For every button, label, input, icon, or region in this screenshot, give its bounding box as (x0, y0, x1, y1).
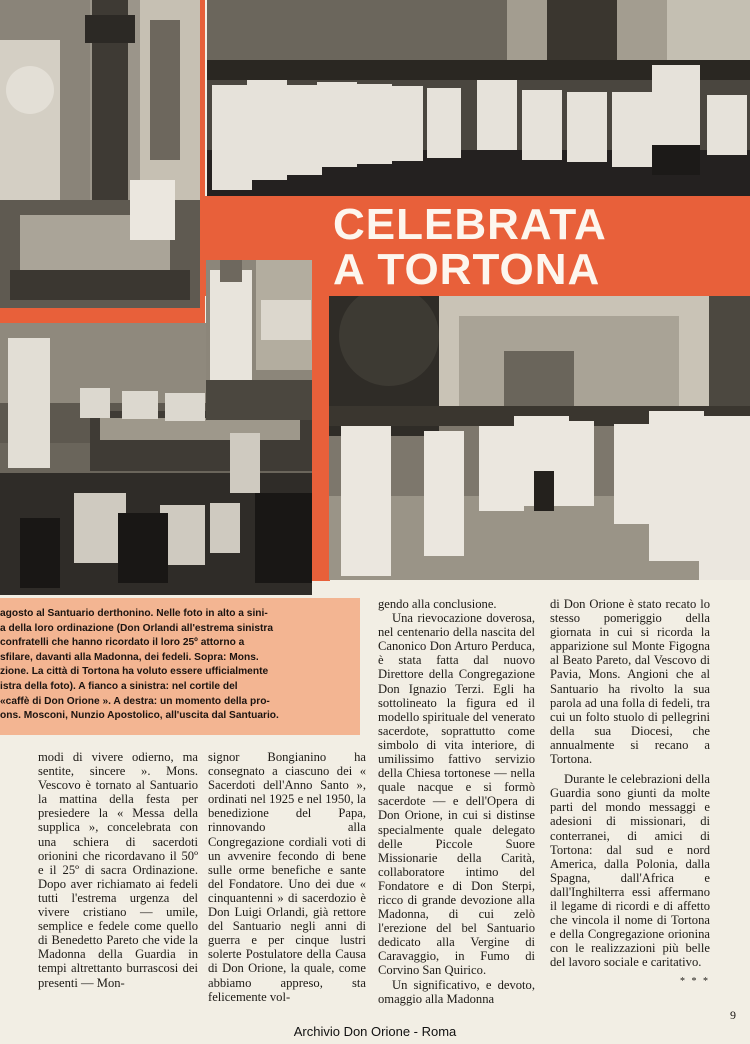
section-end-stars: * * * (680, 976, 710, 988)
caption-line: zione. La città di Tortona ha voluto essere ufficialmente (0, 666, 269, 678)
caption-line: agosto al Santuario derthonino. Nelle foto in alto a sini- (0, 608, 268, 619)
body-paragraph: Una rievocazione doverosa, nel centenario della nascita del Canonico Don Arturo Perduca, è stata fatta dal nuovo Direttore della Congregazione Don Ignazio Terzi. Egli ha sottolineato la figura ed il modello spirituale del venerato sacerdote, soprattutto come simbolo di vita interiore, di umilissimo fattivo servizio della Chiesa tortonese — nella quale nacque e si formò sacerdote — e dell'Opera di Don Orione, in cui si distinse specialmente quale delegato delle Piccole Suore Missionarie della Carità, collaboratore intimo del Fondatore e di Don Sterpi, ricco di grande devozione alla Madonna, di cui zelò l'erezione del bel Santuario dedicato alla Vergine di Caravaggio, in Fumo di Corvino San Quirico. (378, 611, 535, 978)
body-column-4 (550, 597, 710, 990)
photo-caption (0, 598, 360, 735)
body-paragraph: signor Bongianino ha consegnato a ciascuno dei « Sacerdoti dell'Anno Santo », ordinati nel 1925 e nel 1950, la benedizione del Papa, rinnovando alla Congregazione cordiali voti di un avvenire fecondo di bene sulle orme benefiche e sante del Fondatore. Uno dei due « cinquantenni » di sacerdozio è Don Luigi Orlandi, già rettore del Santuario negli anni di guerra e per cinque lustri solerte Postulatore della Causa di Don Orione, la quale, come abbiamo appreso, sta felicemente vol- (208, 750, 366, 1004)
title-line-1: CELEBRATA (333, 200, 607, 249)
body-column-3 (378, 597, 535, 1006)
title-line-2: A TORTONA (333, 245, 601, 294)
caption-line: sfilare, davanti alla Madonna, dei fedeli. Sopra: Mons. (0, 651, 259, 663)
body-column-1 (38, 750, 198, 990)
caption-line: «caffè di Don Orione ». A destra: un momento della pro- (0, 695, 270, 707)
center-frame-band (312, 296, 330, 581)
photo-procession (329, 296, 750, 580)
photo-priest-altar (206, 260, 312, 420)
body-column-2 (208, 750, 366, 1004)
body-paragraph: modi di vivere odierno, ma sentite, sincere ». Mons. Vescovo è tornato al Santuario la mattina della festa per presiedere la « Messa della supplica », concelebrata con una schiera di sacerdoti orionini che ricordavano il 50º e il 25º di sacra Ordinazione. Dopo aver richiamato ai fedeli tutti l'estrema urgenza del vivere cristiano — umile, semplice e fedele come quello di Benedetto Pareto che vide la Madonna della Guardia in tempi altrettanto burrascosi dei presenti — Mon- (38, 750, 198, 990)
caption-line: ons. Mosconi, Nunzio Apostolico, all'uscita dal Santuario. (0, 710, 279, 722)
archive-footer: Archivio Don Orione - Roma (293, 1024, 457, 1039)
caption-line: a della loro ordinazione (Don Orlandi all'estrema sinistra (0, 622, 274, 634)
caption-line: istra della foto). A fianco a sinistra: nel cortile del (0, 680, 238, 692)
page-number: 9 (730, 1008, 736, 1022)
body-paragraph: Durante le celebrazioni della Guardia sono giunti da molte parti del mondo messaggi e adesioni di missionari, di conterranei, di amici di Tortona: dal sud e nord America, dalla Polonia, dalla Spagna, dall'Africa e dall'Inghilterra essi affermano il legame di ricordi e di affetto che vincola il nome di Tortona e della Congregazione orionina con le realizzazioni più belle del lavoro sociale e caritativo. (550, 772, 710, 970)
body-paragraph: gendo alla conclusione. (378, 597, 497, 611)
body-paragraph: di Don Orione è stato recato lo stesso pomeriggio della giornata in cui si ricorda la apparizione sul Monte Figogna al Beato Pareto, dal Vescovo di Pavia, Mons. Angioni che al Santuario ha rivolto la sua parola ad una folla di fedeli, tra cui un folto stuolo di pellegrini della sua Diocesi, che annualmente si recano a Tortona. (550, 597, 710, 767)
caption-line: confratelli che hanno ricordato il loro 25º attorno a (0, 637, 245, 649)
photo-church-interior (0, 0, 200, 308)
body-paragraph: Un significativo, e devoto, omaggio alla Madonna (378, 977, 535, 1006)
photo-priests-seated (207, 0, 750, 196)
article-title (333, 202, 733, 292)
